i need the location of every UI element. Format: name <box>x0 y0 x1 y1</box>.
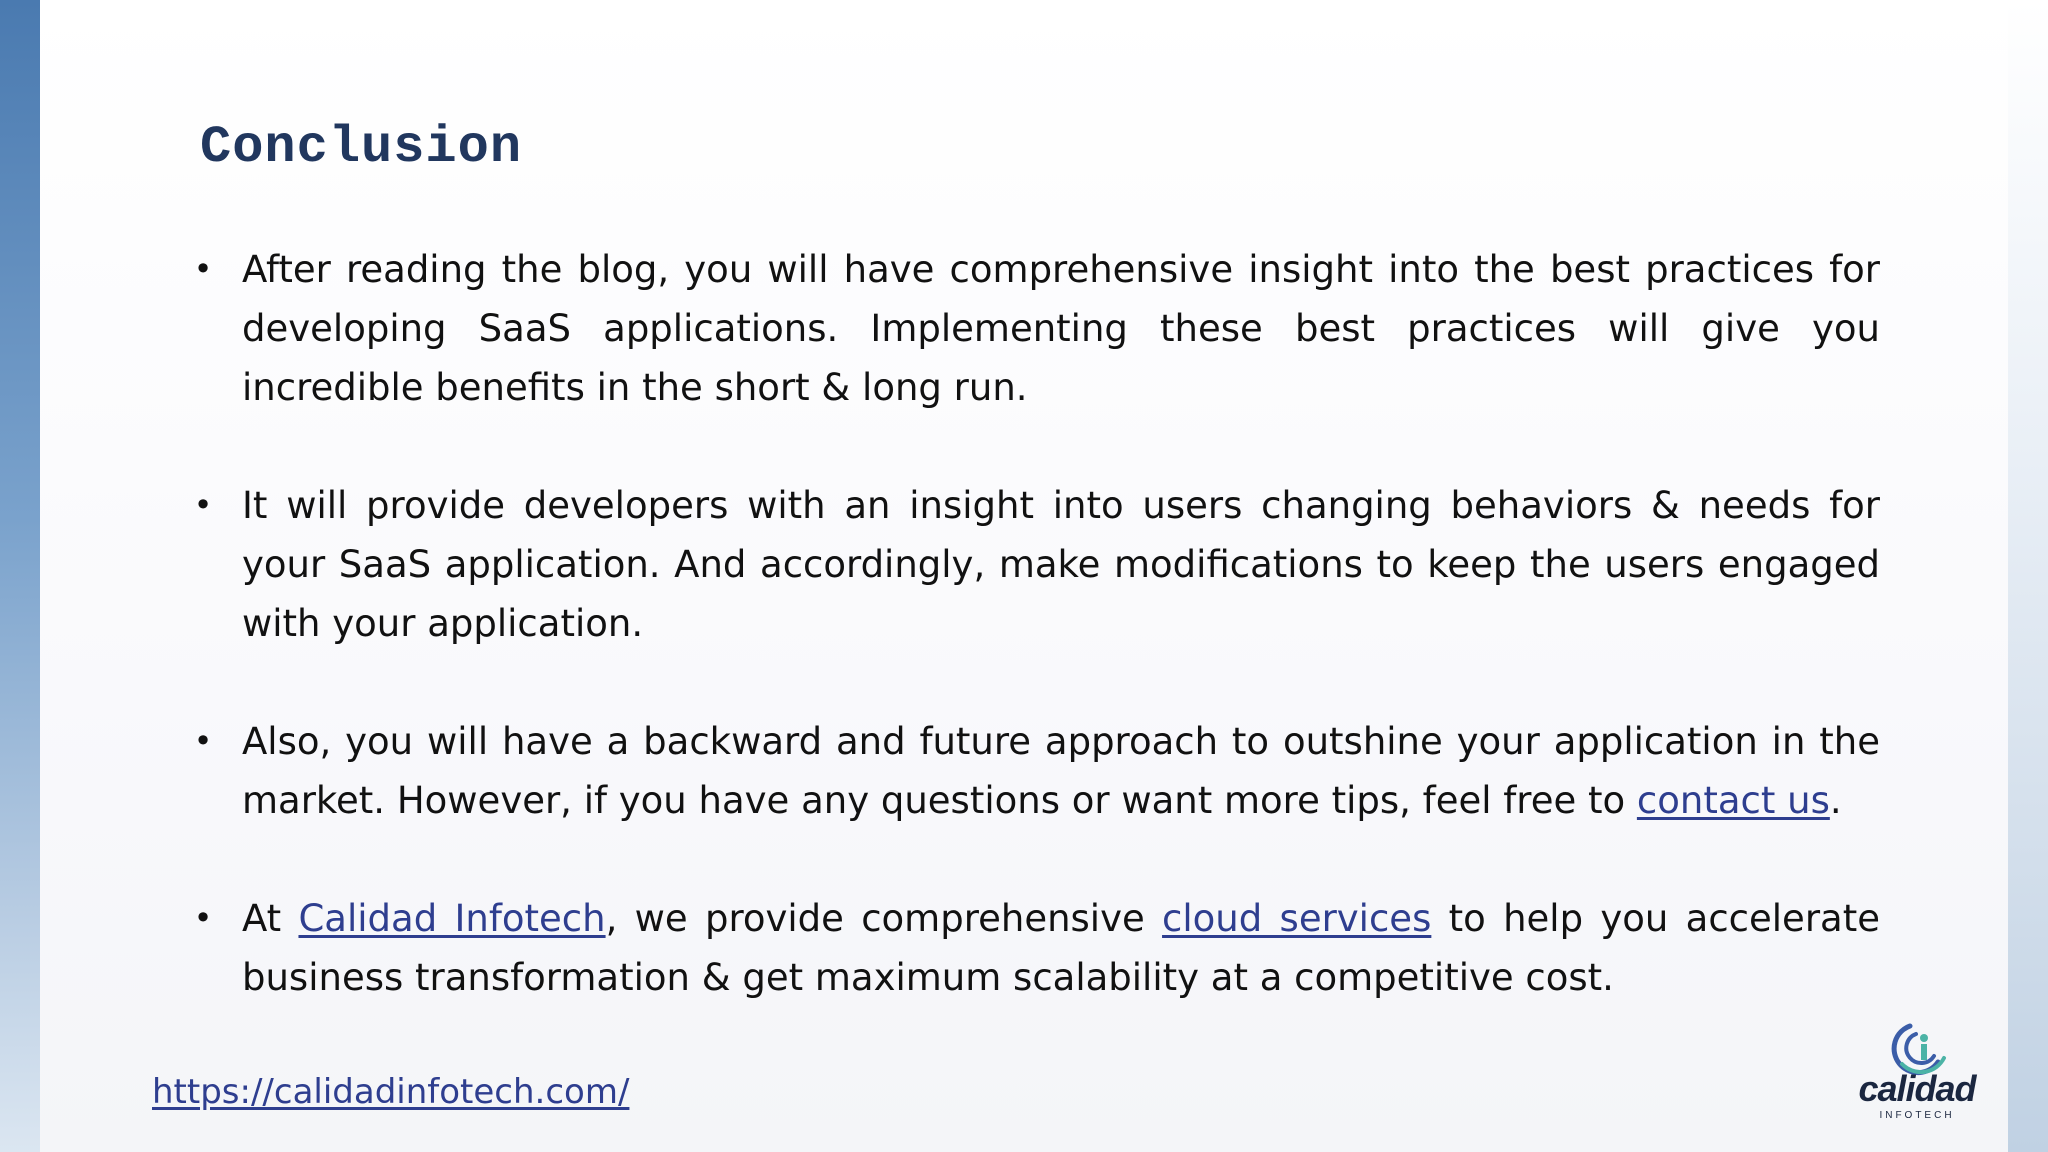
bullet-text: At <box>242 897 299 940</box>
bullet-text: It will provide developers with an insight into users changing behaviors & needs for your SaaS application. And accordingly, make modifications to keep the users engaged with your application. <box>242 484 1880 645</box>
right-accent-bar <box>2008 0 2048 1152</box>
bullet-icon: • <box>193 486 213 524</box>
bullet-text: After reading the blog, you will have comprehensive insight into the best practices for developing SaaS applications. Implementing these best practices will give you incredible benefits in the short & long run. <box>242 248 1880 409</box>
footer-url-link[interactable]: https://calidadinfotech.com/ <box>152 1072 630 1112</box>
slide <box>40 0 2008 1152</box>
logo-wordmark: calidad <box>1858 1068 1976 1109</box>
bullet-item <box>192 889 1880 1007</box>
left-accent-bar <box>0 0 40 1152</box>
slide-title: Conclusion <box>200 118 523 177</box>
contact-us-link[interactable]: contact us <box>1636 779 1830 822</box>
calidad-infotech-link[interactable]: Calidad Infotech <box>298 897 606 940</box>
logo-subtitle: INFOTECH <box>1879 1110 1955 1121</box>
calidad-logo <box>1852 1012 1992 1124</box>
bullet-text: . <box>1829 779 1842 822</box>
bullet-list <box>192 240 1880 1007</box>
bullet-item <box>192 240 1880 417</box>
bullet-icon: • <box>193 899 213 937</box>
bullet-item <box>192 476 1880 653</box>
cloud-services-link[interactable]: cloud services <box>1162 897 1432 940</box>
bullet-icon: • <box>193 722 213 760</box>
bullet-icon: • <box>193 250 213 288</box>
bullet-item <box>192 712 1880 830</box>
bullet-text: to help you accelerate business transformation & get maximum scalability at a competitive cost. <box>242 897 1880 999</box>
bullet-text: Also, you will have a backward and future approach to outshine your application in the market. However, if you have any questions or want more tips, feel free to <box>242 720 1880 822</box>
bullet-text: , we provide comprehensive <box>605 897 1163 940</box>
